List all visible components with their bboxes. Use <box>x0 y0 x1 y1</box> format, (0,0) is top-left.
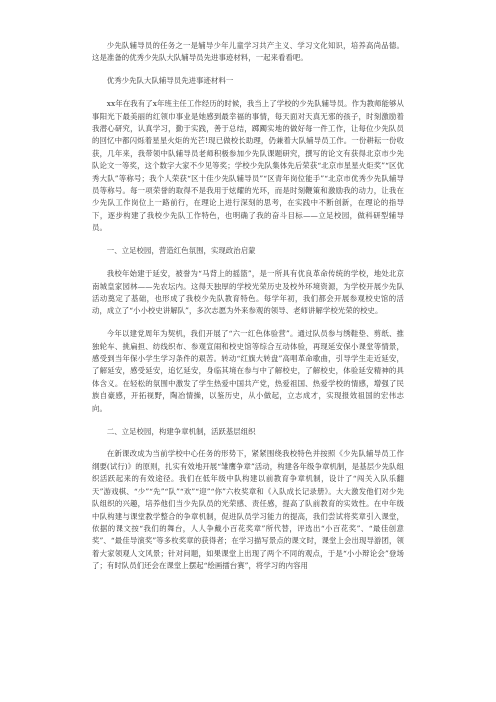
document-body <box>92 40 404 573</box>
body-paragraph: 我校年始建于延安，被誉为“马背上的摇篮”，是一所具有优良革命传统的学校，地处北京南城皇家园林——先农坛内。这得天独厚的学校光荣历史及校外环境资源，为学校开展少先队活动奠定了基础，也形成了我校少先队教育特色。每学年初，我们都会开展参观校史馆的活动，成立了“小小校史讲解队”，多次志愿为外来参观的领导、老师讲解学校光荣的校史。 <box>92 269 404 316</box>
body-paragraph: 在新课改成为当前学校中心任务的形势下，紧紧围绕我校特色并按照《少先队辅导员工作纲要(试行)》的原则，扎实有效地开展“雏鹰争章”活动，构建各年级争章机制，是基层少先队组织活跃起来的有效途径。我们在低年级中队构建以前教育争章机制，设计了“闯关入队乐翻天”游戏棋、“少”“先”“队”“欢”“迎”“你”六枚奖章和《入队成长记录册》。大大激发他们对少先队组织的兴趣，培养他们当少先队员的光荣感、责任感，提高了队前教育的实效性。在中年级中队构建与课堂教学整合的争章机制，促进队员学习能力的提高，我们尝试将奖章引入课堂，依据的课文按“我们的舞台，人人争戴小百花奖章”所代替，评选出“小百花奖”、“最佳创意奖”、“最佳导演奖”等多枚奖章的获得者；在学习描写景点的课文时，课堂上会出现导游团，领着大家领观人文风景；针对问题，如果课堂上出现了两个不同的观点，于是“小小辩论会”登场了；有时队员们还会在课堂上摆起“绘画擂台赛”，将学习的内容用 <box>92 449 404 571</box>
body-paragraph: 今年以建党周年为契机，我们开展了“六一红色体验营”。通过队员参与绣鞋垫、剪纸、推独轮车、挑扁担、纺线织布、参观宣闹和校史馆等综合互动体验，再现延安保小课堂等情景，感受到当年保小学生学习条件的艰苦。转动“红旗大转盘”高唱革命歌曲，引导学生走近延安，了解延安，感受延安，追忆延安，身临其境在参与中了解校史，了解校史，体验延安精神的具体含义。在轻松的氛围中激发了学生热爱中国共产党，热爱祖国、热爱学校的情感，增强了民族自豪感，开拓视野，陶冶情操，以鉴历史，从小做起，立志成才，实现报效祖国的宏伟志向。 <box>92 329 404 413</box>
section-heading: 一、立足校园，营造红色氛围，实现政治启蒙 <box>106 246 256 256</box>
section-heading: 二、立足校园，构建争章机制，活跃基层组织 <box>106 426 256 436</box>
intro-paragraph: 少先队辅导员的任务之一是辅导少年儿童学习共产主义、学习文化知识，培养高尚品德。这是准备的优秀少先队大队辅导员先进事迹材料，一起来看看吧。 <box>92 41 404 63</box>
document-title: 优秀少先队大队辅导员先进事迹材料一 <box>106 76 234 86</box>
body-paragraph: xx年在我有了x年班主任工作经历的时候，我当上了学校的少先队辅导员。作为教师能够从事阳光下最美丽的红领巾事业是她感到最幸福的事情，每天面对天真无邪的孩子，时刻激励着我潜心研究，认真学习，勤于实践，善于总结，踯躅实地的做好每一件工作，让每位少先队员的回忆中都闪烁着星星火炬的光芒!现已做校长助理，仍兼着大队辅导员工作。一份耕耘一份收获，几年来，我带领中队辅导员老师积极参加少先队课题研究，撰写的论文有获得北京市少先队论文一等奖，这个数字大家不少见等奖；学校少先队集体先后荣获“北京市星星火炬奖”“区优秀大队”等称号；我个人荣获“区十佳少先队辅导员”“区青年岗位能手”“北京市优秀少先队辅导员等称号。每一项荣誉的取得不是我用于炫耀的光环，而是时刻鞭策和激励我的动力，让我在少先队工作岗位上一路前行，在理论上进行深刻的思考，在实践中不断创新，在理论的指导下，逐步构建了我校少先队工作特色，也明确了我的奋斗目标——立足校园，做科研型辅导员。 <box>92 99 404 233</box>
